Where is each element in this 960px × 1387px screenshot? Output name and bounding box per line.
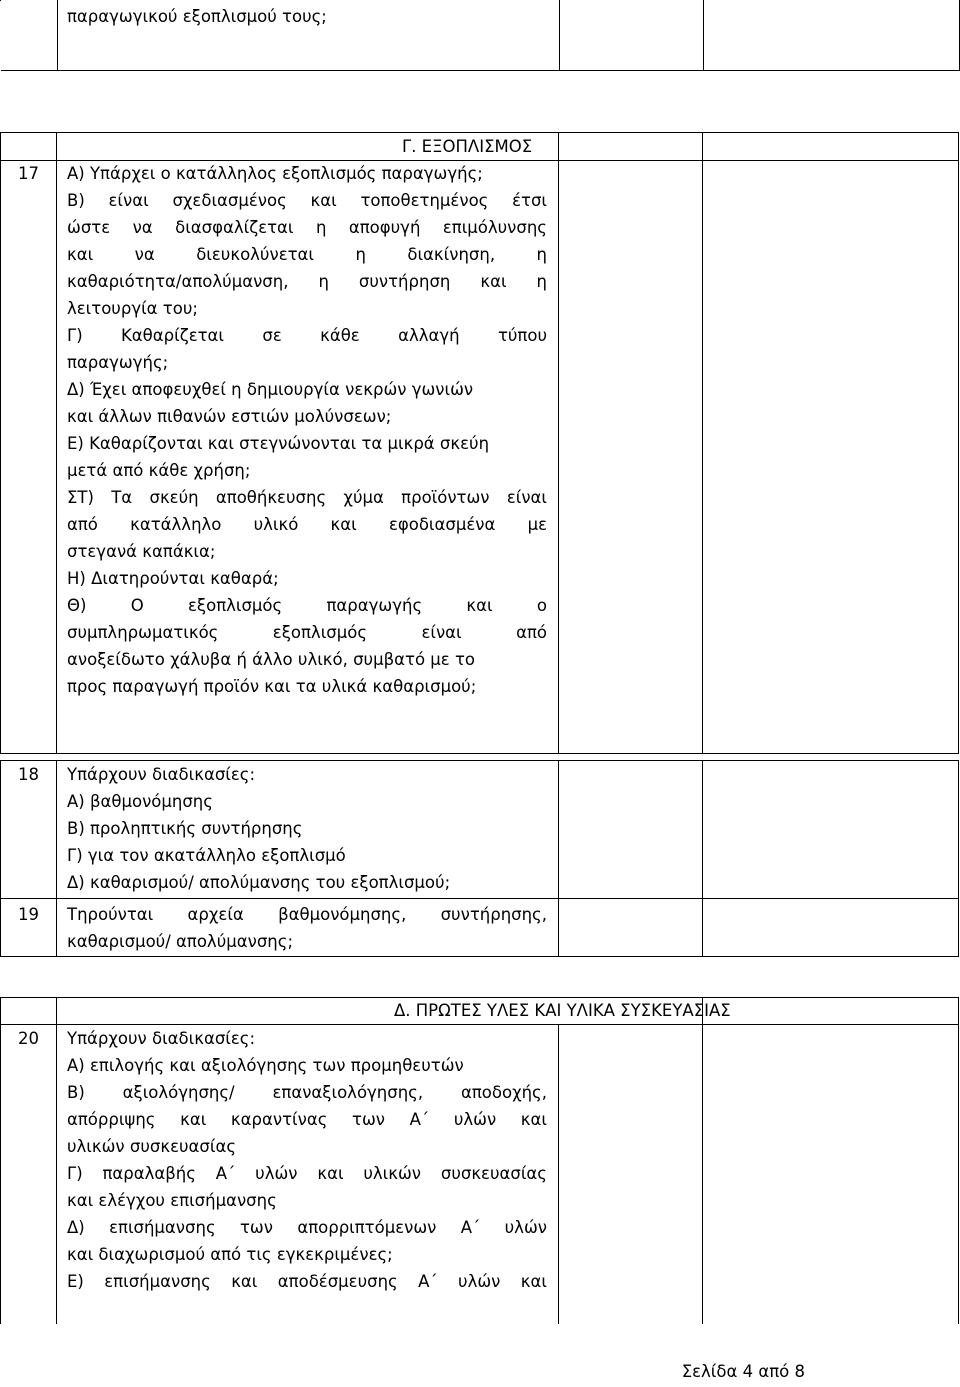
- row17-line: ΣΤ) Τα σκεύη αποθήκευσης χύμα προϊόντων είναι: [67, 488, 547, 507]
- row17-line: και άλλων πιθανών εστιών μολύνσεων;: [67, 407, 392, 426]
- row18-line: Β) προληπτικής συντήρησης: [67, 819, 303, 838]
- row17-line: Γ) Καθαρίζεται σε κάθε αλλαγή τύπου: [67, 326, 547, 345]
- header-cell-number: [0, 997, 57, 1025]
- row20-line: Υπάρχουν διαδικασίες:: [67, 1029, 256, 1048]
- page-number: Σελίδα 4 από 8: [681, 1362, 805, 1381]
- row19-yes-cell: [558, 898, 703, 957]
- row18-line: Δ) καθαρισμού/ απολύμανσης του εξοπλισμού;: [67, 873, 451, 892]
- row17-line: καθαριότητα/απολύμανση, η συντήρηση και η: [67, 272, 547, 291]
- row20-line: και ελέγχου επισήμανσης: [67, 1191, 277, 1210]
- row17-line: και να διευκολύνεται η διακίνηση, η: [67, 245, 547, 264]
- row17-line: ανοξείδωτο χάλυβα ή άλλο υλικό, συμβατό με το: [67, 650, 475, 669]
- row20-line: Β) αξιολόγησης/ επαναξιολόγησης, αποδοχής,: [67, 1083, 547, 1102]
- row17-line: Α) Υπάρχει ο κατάλληλος εξοπλισμός παραγωγής;: [67, 164, 483, 183]
- section-g-header: Γ. ΕΞΟΠΛΙΣΜΟΣ: [402, 137, 533, 156]
- row17-line: παραγωγής;: [67, 353, 169, 372]
- row20-line: Δ) επισήμανσης των απορριπτόμενων Α΄ υλών: [67, 1218, 547, 1237]
- row19-no-cell: [702, 898, 959, 957]
- row18-yes-cell: [558, 760, 703, 899]
- header-cell-no: [702, 132, 959, 161]
- cell-no: [703, 0, 960, 71]
- header-cell-number: [0, 132, 57, 161]
- header-cell-no: [702, 997, 959, 1025]
- row18-line: Υπάρχουν διαδικασίες:: [67, 765, 256, 784]
- row20-yes-cell: [558, 1024, 703, 1324]
- row17-line: ώστε να διασφαλίζεται η αποφυγή επιμόλυνσης: [67, 218, 547, 237]
- row17-line: Η) Διατηρούνται καθαρά;: [67, 569, 279, 588]
- row17-line: από κατάλληλο υλικό και εφοδιασμένα με: [67, 515, 547, 534]
- row17-line: Β) είναι σχεδιασμένος και τοποθετημένος έτσι: [67, 191, 547, 210]
- row17-no-cell: [702, 160, 959, 754]
- row17-line: προς παραγωγή προϊόν και τα υλικά καθαρισμού;: [67, 677, 477, 696]
- row17-line: λειτουργία του;: [67, 299, 198, 318]
- cell-yes: [559, 0, 704, 71]
- top-table: [0, 0, 1, 1]
- section-d-header: Δ. ΠΡΩΤΕΣ ΥΛΕΣ ΚΑΙ ΥΛΙΚΑ ΣΥΣΚΕΥΑΣΙΑΣ: [394, 1001, 731, 1020]
- row17-line: συμπληρωματικός εξοπλισμός είναι από: [67, 623, 547, 642]
- row20-number-cell: [0, 1024, 57, 1324]
- row17-line: Δ) Έχει αποφευχθεί η δημιουργία νεκρών γωνιών: [67, 380, 474, 399]
- row18-number: 18: [18, 765, 39, 784]
- row20-line: Α) επιλογής και αξιολόγησης των προμηθευτών: [67, 1056, 464, 1075]
- row20-no-cell: [702, 1024, 959, 1324]
- row20-line: και διαχωρισμού από τις εγκεκριμένες;: [67, 1245, 393, 1264]
- row20-line: υλικών συσκευασίας: [67, 1137, 237, 1156]
- row20-line: απόρριψης και καραντίνας των Α΄ υλών και: [67, 1110, 547, 1129]
- header-cell-yes: [558, 132, 703, 161]
- row20-line: Γ) παραλαβής Α΄ υλών και υλικών συσκευασίας: [67, 1164, 547, 1183]
- row20-line: Ε) επισήμανσης και αποδέσμευσης Α΄ υλών και: [67, 1272, 547, 1291]
- row17-line: στεγανά καπάκια;: [67, 542, 216, 561]
- row19-line: καθαρισμού/ απολύμανσης;: [67, 932, 293, 951]
- row18-no-cell: [702, 760, 959, 899]
- row19-line: Τηρούνται αρχεία βαθμονόμησης, συντήρησης,: [67, 905, 547, 924]
- row17-line: Θ) Ο εξοπλισμός παραγωγής και ο: [67, 596, 547, 615]
- row17-number: 17: [18, 164, 39, 183]
- row18-line: Γ) για τον ακατάλληλο εξοπλισμό: [67, 846, 346, 865]
- cell-number: [1, 0, 58, 71]
- row20-number: 20: [18, 1029, 39, 1048]
- row17-line: Ε) Καθαρίζονται και στεγνώνονται τα μικρά σκεύη: [67, 434, 490, 453]
- row17-yes-cell: [558, 160, 703, 754]
- row19-number: 19: [18, 905, 39, 924]
- row18-line: Α) βαθμονόμησης: [67, 792, 213, 811]
- row17-line: μετά από κάθε χρήση;: [67, 461, 251, 480]
- row17-number-cell: [0, 160, 57, 754]
- top-row-text: παραγωγικού εξοπλισμού τους;: [67, 7, 327, 26]
